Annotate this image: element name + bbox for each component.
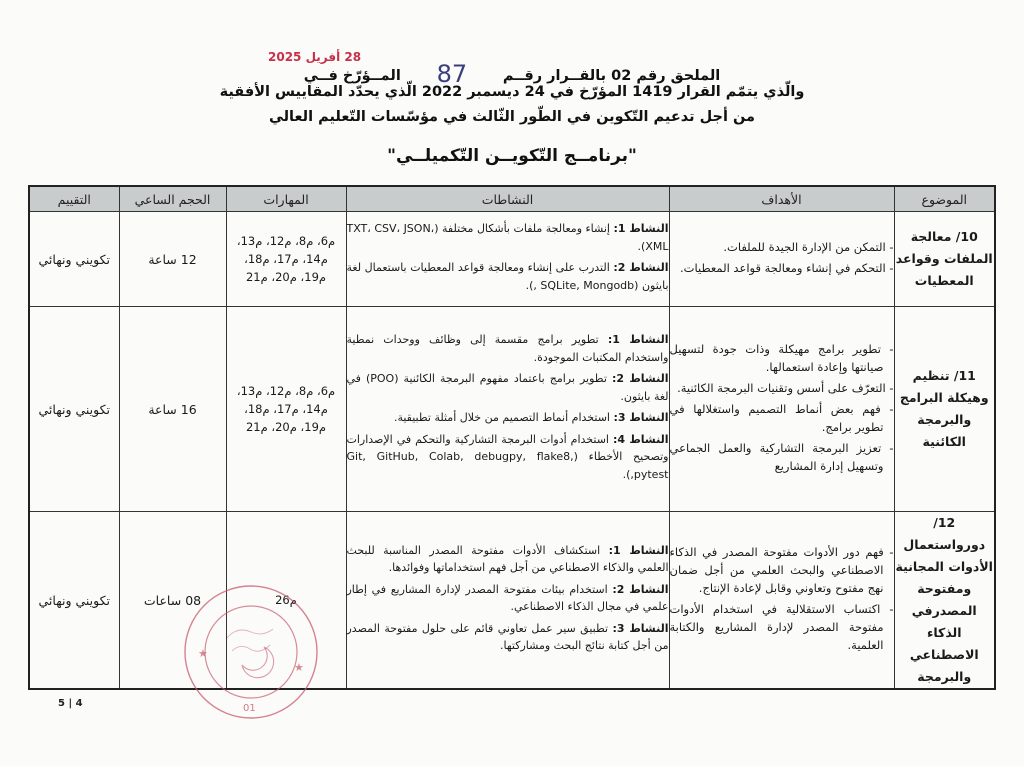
topic-cell: 11/ تنظيم وهيكلة البرامج والبرمجة الكائنية <box>894 307 995 512</box>
program-title: "برنامــج التّكويــن التّكميلــي" <box>387 146 637 166</box>
column-header-skills: المهارات <box>226 186 346 212</box>
skills-cell <box>226 512 346 690</box>
activity-text: استخدام بيئات مفتوحة المصدر لإدارة المشاريع في إطار علمي في مجال الذكاء الاصطناعي. <box>346 582 669 613</box>
activity-label: النشاط 2: <box>613 261 669 274</box>
handwritten-date: 28 أفريل 2025 <box>268 50 362 64</box>
topic-cell: 12/ دورواستعمال الأدوات المجانية ومفتوحة المصدرفي الذكاء الاصطناعي والبرمجة <box>894 512 995 690</box>
activity-label: النشاط 1: <box>607 333 669 346</box>
skills-cell <box>226 307 346 512</box>
goal-item: - اكتساب الاستقلالية في استخدام الأدوات مفتوحة المصدر لإدارة المشاريع والكتابة العلمية. <box>669 602 894 652</box>
activity-label: النشاط 2: <box>612 582 669 596</box>
table-row <box>29 212 995 307</box>
activity-text: استكشاف الأدوات مفتوحة المصدر المناسبة للبحث العلمي والذكاء الاصطناعي من أجل فهم استخداماتها وفوائدها. <box>346 543 669 574</box>
activities-cell <box>346 212 669 307</box>
activity-item <box>347 542 669 577</box>
heading-line-1-suffix: المــؤرّخ فــي <box>303 68 401 84</box>
activity-text: استخدام أنماط التصميم من خلال أمثلة تطبيقية. <box>393 411 614 424</box>
activity-item <box>347 259 669 294</box>
hours-cell: 08 ساعات <box>119 512 226 690</box>
hours-cell: 12 ساعة <box>119 212 226 307</box>
column-header-activities: النشاطات <box>346 186 669 212</box>
goal-item: - تعزيز البرمجة التشاركية والعمل الجماعي وتسهيل إدارة المشاريع <box>669 441 894 473</box>
table-row <box>29 307 995 512</box>
activity-label: النشاط 2: <box>611 372 669 385</box>
activity-item <box>347 220 669 255</box>
column-header-evaluation: التقييم <box>29 186 119 212</box>
activity-item <box>347 331 669 366</box>
activity-text: تطوير برامج مقسمة إلى وظائف ووحدات نمطية واستخدام المكتبات الموجودة. <box>346 333 669 364</box>
program-table <box>28 185 996 690</box>
activity-item <box>347 620 669 655</box>
activity-text: تطبيق سير عمل تعاوني قائم على حلول مفتوحة المصدر من أجل كتابة نتائج البحث ومشاركتها. <box>346 621 669 652</box>
evaluation-cell: تكويني ونهائي <box>29 512 119 690</box>
goals-cell <box>669 212 894 307</box>
activity-text: إنشاء ومعالجة ملفات بأشكال مختلفة (TXT، CSV، JSON، XML). <box>346 222 669 253</box>
heading-line-1-prefix: الملحق رقم 02 بالقــرار رقــم <box>502 68 721 84</box>
decision-number: 87 <box>436 60 468 88</box>
activity-label: النشاط 1: <box>608 543 669 557</box>
goal-item: - التعرّف على أسس وتقنيات البرمجة الكائنية. <box>677 381 894 395</box>
skills-line: م26 <box>275 593 297 607</box>
skills-line: م14، م17، م18، <box>244 402 328 416</box>
column-header-topic: الموضوع <box>894 186 995 212</box>
stamp-number: 01 <box>243 703 256 714</box>
goal-item: - تطوير برامج مهيكلة وذات جودة لتسهيل صيانتها وإعادة استعمالها. <box>669 342 894 374</box>
activity-label: النشاط 1: <box>613 222 669 235</box>
skills-line: م19، م20، م21 <box>245 420 327 434</box>
heading-line-3: من أجل تدعيم التّكوين في الطّور الثّالث في مؤسّسات التّعليم العالي <box>268 109 756 125</box>
goal-item: - فهم بعض أنماط التصميم واستغلالها في تطوير برامج. <box>669 402 894 434</box>
evaluation-cell: تكويني ونهائي <box>29 307 119 512</box>
activities-cell <box>346 307 669 512</box>
activity-item <box>347 431 669 484</box>
hours-cell: 16 ساعة <box>119 307 226 512</box>
goals-cell <box>669 512 894 690</box>
skills-line: م6، م8، م12، م13، <box>236 234 336 248</box>
page-indicator: 5 | 4 <box>58 698 83 709</box>
star-icon: ★ <box>294 661 304 674</box>
activity-item <box>347 370 669 405</box>
column-header-hours: الحجم الساعي <box>119 186 226 212</box>
activity-text: استخدام أدوات البرمجة التشاركية والتحكم في الإصدارات وتصحيح الأخطاء (Git, GitHub, Colab, debugpy, flake8, pytest,). <box>346 432 669 481</box>
evaluation-cell: تكويني ونهائي <box>29 212 119 307</box>
activity-label: النشاط 3: <box>613 411 669 424</box>
activity-text: التدرب على إنشاء ومعالجة قواعد المعطيات باستعمال لغة بايثون (SQLite, Mongodb ,). <box>346 261 669 292</box>
skills-line: م19، م20، م21 <box>245 270 327 284</box>
goal-item: - التمكن من الإدارة الجيدة للملفات. <box>723 240 894 254</box>
activity-item <box>347 409 669 427</box>
column-header-goals: الأهداف <box>669 186 894 212</box>
skills-line: م6، م8، م12، م13، <box>236 384 336 398</box>
table-row <box>29 512 995 690</box>
skills-line: م14، م17، م18، <box>244 252 328 266</box>
activity-label: النشاط 4: <box>612 432 669 446</box>
star-icon: ★ <box>198 647 208 660</box>
goal-item: - فهم دور الأدوات مفتوحة المصدر في الذكاء الاصطناعي والبحث العلمي من أجل ضمان نهج مفتوح وتعاوني وقابل لإعادة الإنتاج. <box>669 545 894 595</box>
skills-cell <box>226 212 346 307</box>
activities-cell <box>346 512 669 690</box>
goals-cell <box>669 307 894 512</box>
topic-cell: 10/ معالجة الملفات وقواعد المعطيات <box>894 212 995 307</box>
activity-item <box>347 581 669 616</box>
activity-text: تطوير برامج باعتماد مفهوم البرمجة الكائنية (POO) في لغة بايثون. <box>346 372 669 403</box>
activity-label: النشاط 3: <box>612 621 669 635</box>
goal-item: - التحكم في إنشاء ومعالجة قواعد المعطيات. <box>679 261 894 275</box>
table-header-row <box>29 186 995 212</box>
heading-line-2: والّذي يتمّم القرار 1419 المؤرّخ في 24 ديسمبر 2022 الّذي يحدّد المقاييس الأفقية <box>219 84 805 100</box>
